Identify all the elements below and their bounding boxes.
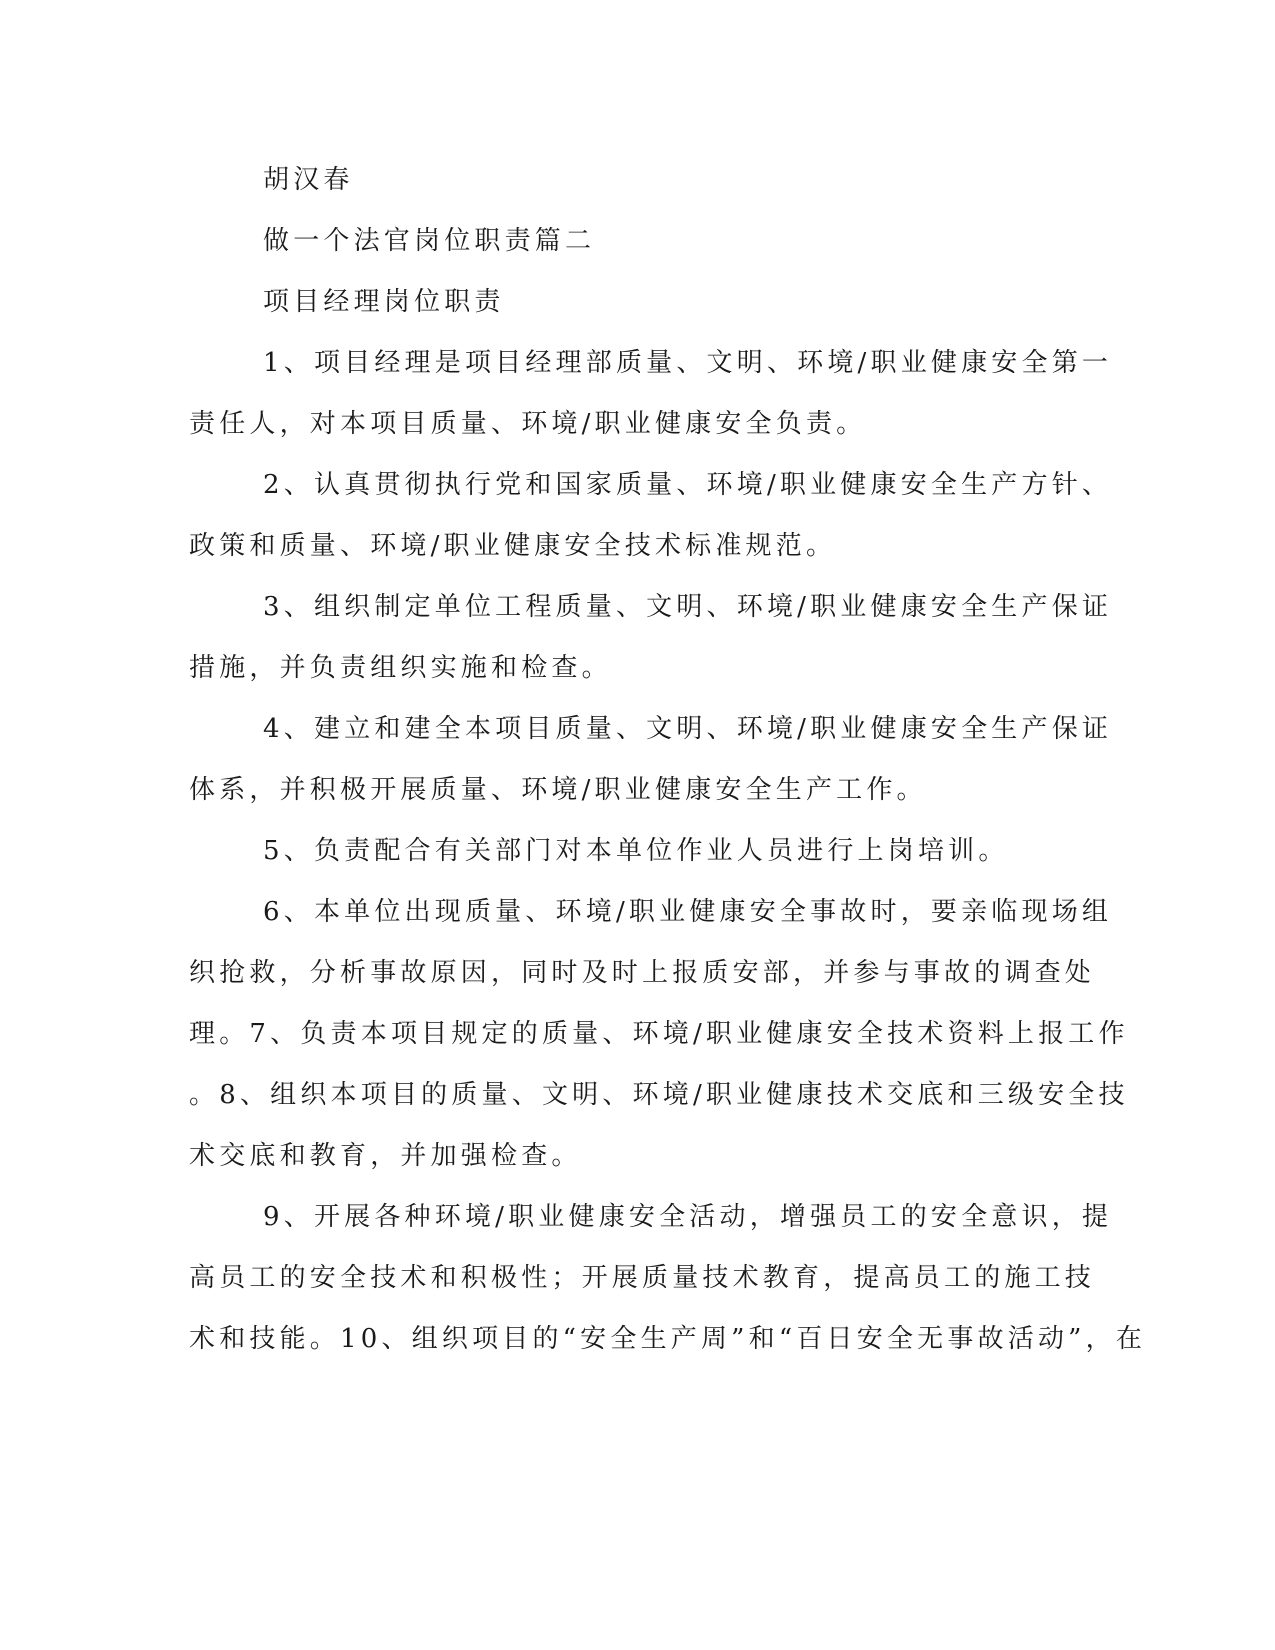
text-line: 。8、组织本项目的质量、文明、环境/职业健康技术交底和三级安全技 [189,1080,1129,1110]
text-line: 措施，并负责组织实施和检查。 [189,653,612,683]
text-line: 高员工的安全技术和积极性；开展质量技术教育，提高员工的施工技 [189,1263,1096,1293]
text-line: 3、组织制定单位工程质量、文明、环境/职业健康安全生产保证 [263,592,1113,622]
text-line: 责任人，对本项目质量、环境/职业健康安全负责。 [189,409,867,439]
text-line: 6、本单位出现质量、环境/职业健康安全事故时，要亲临现场组 [263,897,1113,927]
text-line: 政策和质量、环境/职业健康安全技术标准规范。 [189,531,837,561]
text-line: 织抢救，分析事故原因，同时及时上报质安部，并参与事故的调查处 [189,958,1096,988]
text-line: 1、项目经理是项目经理部质量、文明、环境/职业健康安全第一 [263,348,1113,378]
text-line: 项目经理岗位职责 [263,287,505,317]
text-line: 5、负责配合有关部门对本单位作业人员进行上岗培训。 [263,836,1009,866]
text-line: 做一个法官岗位职责篇二 [263,226,596,256]
document-body [189,150,1147,1370]
text-line: 9、开展各种环境/职业健康安全活动，增强员工的安全意识，提 [263,1202,1113,1232]
text-line: 术交底和教育，并加强检查。 [189,1141,582,1171]
text-line: 体系，并积极开展质量、环境/职业健康安全生产工作。 [189,775,927,805]
text-line: 术和技能。10、组织项目的“安全生产周”和“百日安全无事故活动”，在 [189,1324,1147,1354]
text-line: 2、认真贯彻执行党和国家质量、环境/职业健康安全生产方针、 [263,470,1113,500]
text-line: 胡汉春 [263,165,354,195]
text-line: 理。7、负责本项目规定的质量、环境/职业健康安全技术资料上报工作 [189,1019,1129,1049]
text-line: 4、建立和建全本项目质量、文明、环境/职业健康安全生产保证 [263,714,1113,744]
